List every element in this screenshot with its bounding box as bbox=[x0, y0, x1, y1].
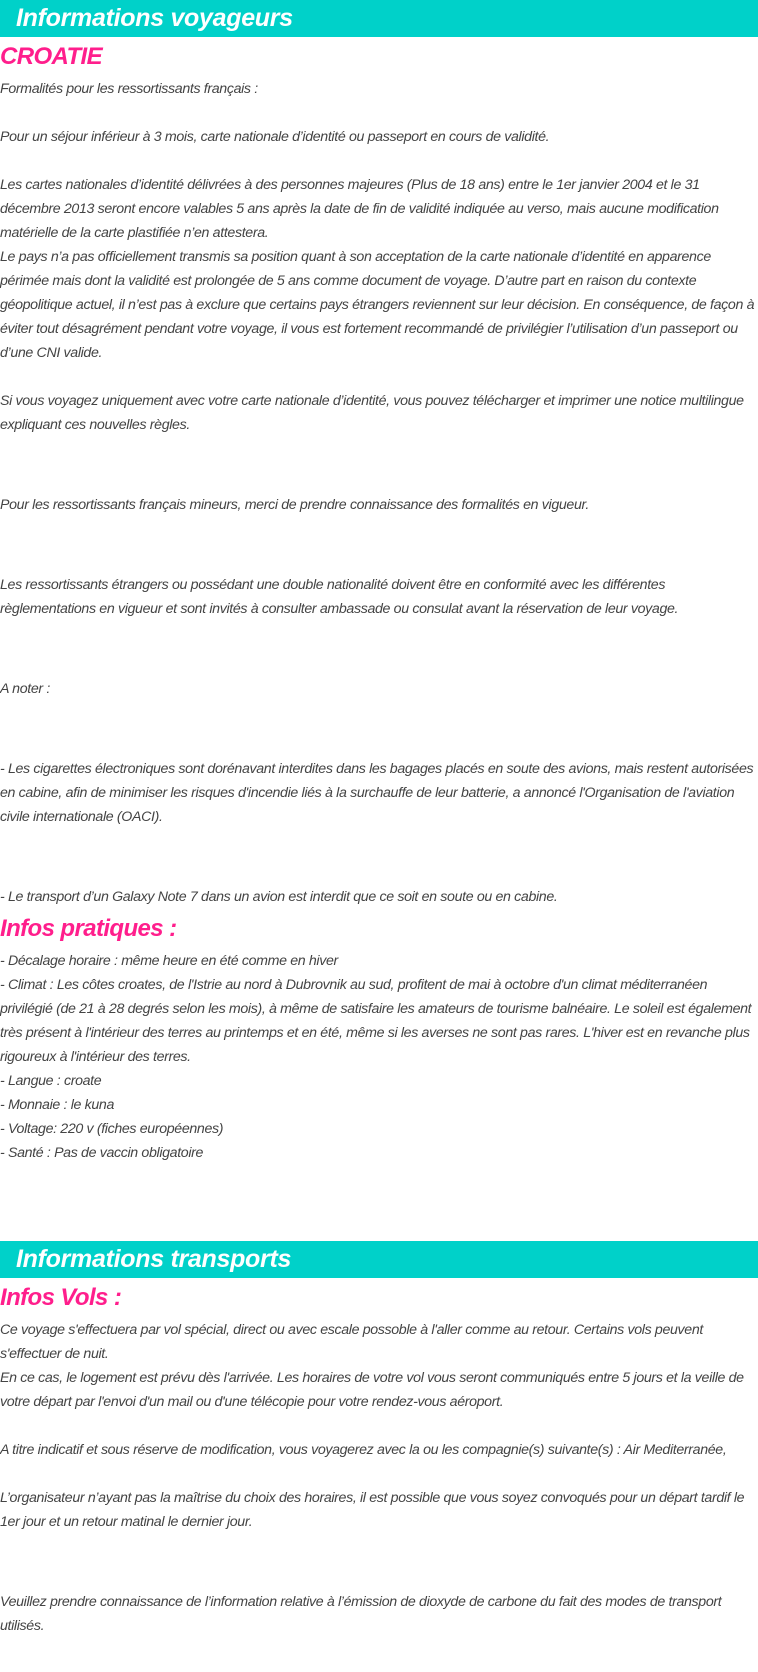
sejour-paragraph: Pour un séjour inférieur à 3 mois, carte nationale d’identité ou passeport en cours de validité. bbox=[0, 129, 550, 145]
country-title: CROATIE bbox=[0, 43, 103, 70]
notice-paragraph: Si vous voyagez uniquement avec votre carte nationale d’identité, vous pouvez télécharger et imprimer une notice multilingue expliquant ces nouvelles règles. bbox=[0, 393, 744, 433]
infos-pratiques-title: Infos pratiques : bbox=[0, 915, 177, 942]
infos-vols-title: Infos Vols : bbox=[0, 1284, 122, 1311]
list-item: - Voltage: 220 v (fiches européennes) bbox=[0, 1121, 224, 1137]
etrangers-paragraph: Les ressortissants étrangers ou possédant une double nationalité doivent être en conformité avec les différentes règlementations en vigueur et sont invités à consulter ambassade ou consulat avant la réservation de leur voyage. bbox=[0, 577, 679, 617]
list-item: - Langue : croate bbox=[0, 1073, 102, 1089]
section-banner-voyageurs bbox=[0, 0, 758, 37]
cigarettes-paragraph: - Les cigarettes électroniques sont dorénavant interdites dans les bagages placés en soute des avions, mais restent autorisées en cabine, afin de minimiser les risques d'incendie liés à la surchauffe de leur batterie, a annoncé l'Organisation de l'aviation civile internationale (OACI). bbox=[0, 761, 754, 825]
list-item: - Climat : Les côtes croates, de l'Istrie au nord à Dubrovnik au sud, profitent de mai à octobre d'un climat méditerranéen privilégié (de 21 à 28 degrés selon les mois), à même de satisfaire les amateurs de tourisme balnéaire. Le soleil est également très présent à l'intérieur des terres au printemps et en été, même si les averses ne sont pas rares. L'hiver est en revanche plus rigoureux à l'intérieur des terres. bbox=[0, 977, 752, 1065]
galaxy-paragraph: - Le transport d’un Galaxy Note 7 dans un avion est interdit que ce soit en soute ou en cabine. bbox=[0, 889, 558, 905]
a-noter-label: A noter : bbox=[0, 681, 50, 697]
banner-title: Informations transports bbox=[16, 1245, 292, 1273]
list-item: - Monnaie : le kuna bbox=[0, 1097, 115, 1113]
compagnies-paragraph: A titre indicatif et sous réserve de modification, vous voyagerez avec la ou les compagnie(s) suivante(s) : Air Mediterranée, bbox=[0, 1442, 727, 1458]
cartes-nationales-paragraph: Les cartes nationales d’identité délivrées à des personnes majeures (Plus de 18 ans) entre le 1er janvier 2004 et le 31 décembre 2013 seront encore valables 5 ans après la date de fin de validité indiquée au verso, mais aucune modification matérielle de la carte plastifiée n’en attestera. bbox=[0, 177, 719, 241]
organisateur-paragraph: L’organisateur n’ayant pas la maîtrise du choix des horaires, il est possible que vous soyez convoqués pour un départ tardif le 1er jour et un retour matinal le dernier jour. bbox=[0, 1490, 745, 1530]
vol-special-paragraph: Ce voyage s'effectuera par vol spécial, direct ou avec escale possoble à l'aller comme au retour. Certains vols peuvent s'effectuer de nuit. bbox=[0, 1322, 703, 1362]
section-banner-transports bbox=[0, 1241, 758, 1278]
infos-pratiques-list bbox=[0, 949, 758, 1165]
list-item: - Santé : Pas de vaccin obligatoire bbox=[0, 1145, 204, 1161]
mineurs-paragraph: Pour les ressortissants français mineurs, merci de prendre connaissance des formalités en vigueur. bbox=[0, 497, 589, 513]
voyageurs-content bbox=[0, 37, 758, 1165]
formalites-intro: Formalités pour les ressortissants français : bbox=[0, 81, 258, 97]
pays-position-paragraph: Le pays n’a pas officiellement transmis sa position quant à son acceptation de la carte nationale d’identité en apparence périmée mais dont la validité est prolongée de 5 ans comme document de voyage. D’autre part en raison du contexte géopolitique actuel, il n’est pas à exclure que certains pays étrangers reviennent sur leur décision. En conséquence, de façon à éviter tout désagrément pendant votre voyage, il vous est fortement recommandé de privilégier l’utilisation d’un passeport ou d’une CNI valide. bbox=[0, 249, 755, 361]
list-item: - Décalage horaire : même heure en été comme en hiver bbox=[0, 953, 338, 969]
banner-title: Informations voyageurs bbox=[16, 4, 293, 32]
dioxyde-paragraph: Veuillez prendre connaissance de l’information relative à l’émission de dioxyde de carbone du fait des modes de transport utilisés. bbox=[0, 1594, 722, 1634]
transports-content bbox=[0, 1278, 758, 1638]
logement-paragraph: En ce cas, le logement est prévu dès l'arrivée. Les horaires de votre vol vous seront communiqués entre 5 jours et la veille de votre départ par l'envoi d'un mail ou d'une télécopie pour votre rendez-vous aéroport. bbox=[0, 1370, 744, 1410]
